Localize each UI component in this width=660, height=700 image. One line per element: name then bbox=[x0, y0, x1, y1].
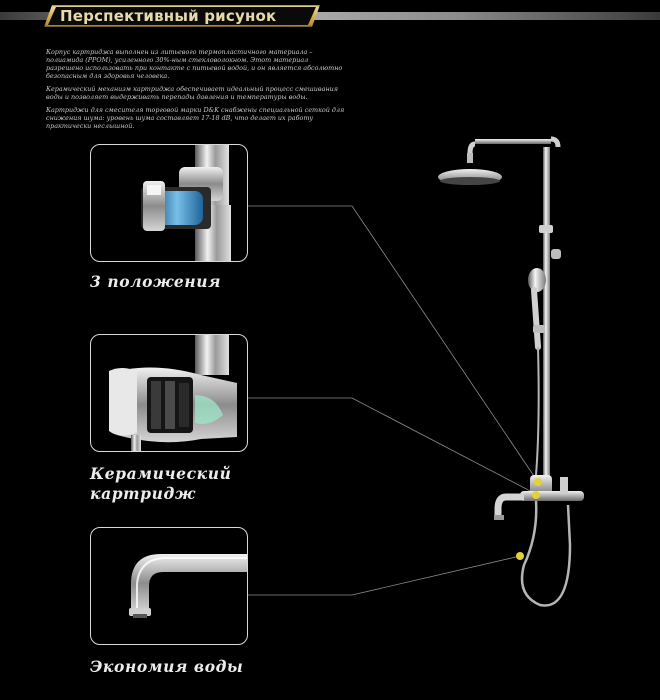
feature-image-spout bbox=[90, 527, 248, 645]
shower-system-icon bbox=[420, 125, 590, 625]
description-paragraph: Керамический механизм картриджа обеспечивает идеальный процесс смешивания воды и позволяет выдерживать перепады давления и температуры воды. bbox=[46, 85, 339, 101]
ceramic-cartridge-cutaway-icon bbox=[91, 335, 247, 451]
caption-diverter: 3 положения bbox=[90, 272, 222, 291]
caption-cartridge bbox=[90, 464, 231, 504]
feature-image-diverter bbox=[90, 144, 248, 262]
caption-spout: Экономия воды bbox=[90, 657, 244, 676]
description-paragraph: Картриджи для смесителя торговой марки D&K снабжены специальной сеткой для снижения шума: уровень шума составляет 17-18 dB, что делает их работу практически неслышной. bbox=[46, 106, 345, 130]
caption-line: Керамический bbox=[90, 464, 232, 483]
description-paragraph: Корпус картриджа выполнен из литьевого термопластичного материала – полиамида (PPOM), усиленного 30%-ным стекловолокном. Этот материал разрешено использовать при контакте с питьевой водой, и он является абсолютно безопасным для здоровья человека. bbox=[46, 48, 343, 80]
spout-closeup-icon bbox=[91, 528, 247, 644]
diverter-valve-closeup-icon bbox=[91, 145, 247, 261]
caption-line: картридж bbox=[90, 484, 196, 503]
feature-image-cartridge bbox=[90, 334, 248, 452]
page-title: Перспективный рисунок bbox=[60, 7, 277, 25]
